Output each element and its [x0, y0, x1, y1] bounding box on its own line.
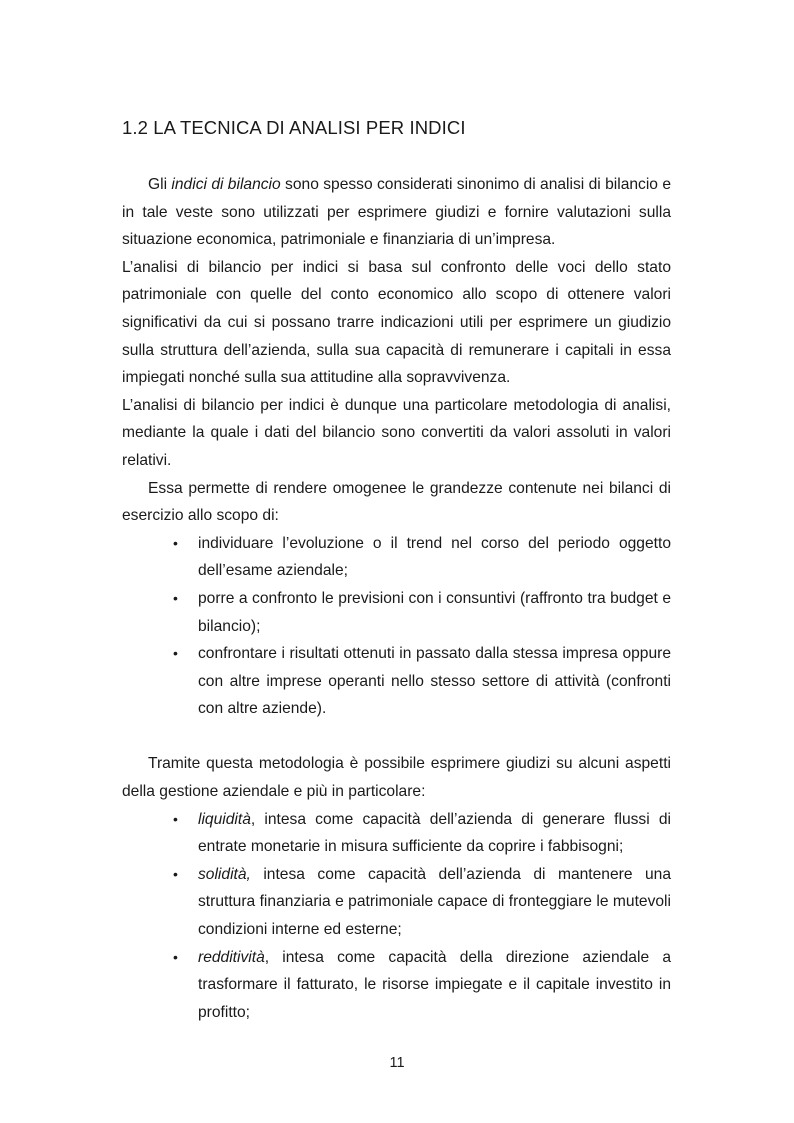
- body-text: [122, 171, 671, 1026]
- list-item-text: intesa come capacità dell’azienda di mantenere una struttura finanziaria e patrimoniale capace di fronteggiare le mutevoli condizioni interne ed esterne;: [198, 865, 671, 939]
- bullet-icon: •: [173, 534, 178, 551]
- list-item: [173, 861, 671, 944]
- bullet-icon: •: [173, 645, 178, 662]
- list-item-text: porre a confronto le previsioni con i consuntivi (raffronto tra budget e bilancio);: [198, 589, 671, 635]
- aspects-list: [122, 806, 671, 1027]
- list-item-text: individuare l’evoluzione o il trend nel corso del periodo oggetto dell’esame aziendale;: [198, 534, 671, 580]
- bullet-icon: •: [173, 865, 178, 882]
- list-item: [173, 944, 671, 1027]
- intro-paragraph: [122, 171, 671, 254]
- list-item-term: liquidità: [198, 810, 251, 828]
- list-item: [173, 585, 671, 640]
- list-item-text: , intesa come capacità dell’azienda di generare flussi di entrate monetarie in misura sufficiente da coprire i fabbisogni;: [198, 810, 671, 856]
- bullet-icon: •: [173, 589, 178, 606]
- list-item: [173, 530, 671, 585]
- page-number: 11: [389, 1055, 405, 1071]
- purpose-list: [122, 530, 671, 723]
- intro-term: indici di bilancio: [171, 176, 281, 193]
- bullet-icon: •: [173, 948, 178, 965]
- bullet-icon: •: [173, 810, 178, 827]
- paragraph-purpose: Essa permette di rendere omogenee le grandezze contenute nei bilanci di esercizio allo scopo di:: [122, 479, 671, 525]
- paragraph-spacer: [122, 723, 671, 751]
- paragraph-method-definition: L’analisi di bilancio per indici è dunque una particolare metodologia di analisi, mediante la quale i dati del bilancio sono convertiti da valori assoluti in valori relativi.: [122, 396, 671, 469]
- list-item-term: redditività: [198, 948, 265, 966]
- intro-rest: sono spesso considerati sinonimo di analisi di bilancio e in tale veste sono utilizzati per esprimere giudizi e fornire valutazioni sulla situazione economica, patrimoniale e finanziaria di un’impresa.: [122, 176, 672, 249]
- intro-lead: Gli: [148, 176, 172, 193]
- list-item-text: , intesa come capacità della direzione aziendale a trasformare il fatturato, le risorse impiegate e il capitale investito in profitto;: [198, 948, 671, 1021]
- paragraph-aspects: Tramite questa metodologia è possibile esprimere giudizi su alcuni aspetti della gestione aziendale e più in particolare:: [122, 755, 671, 801]
- list-item-text: confrontare i risultati ottenuti in passato dalla stessa impresa oppure con altre imprese operanti nello stesso settore di attività (confronti con altre aziende).: [198, 645, 671, 718]
- list-item-term: solidità,: [198, 865, 251, 883]
- section-heading: 1.2 LA TECNICA DI ANALISI PER INDICI: [122, 117, 466, 138]
- paragraph-method-basis: L’analisi di bilancio per indici si basa sul confronto delle voci dello stato patrimoniale con quelle del conto economico allo scopo di ottenere valori significativi da cui si possano trarre indicazioni utili per esprimere un giudizio sulla struttura dell’azienda, sulla sua capacità di remunerare i capitali in essa impiegati nonché sulla sua attitudine alla sopravvivenza.: [122, 258, 671, 387]
- list-item: [173, 806, 671, 861]
- list-item: [173, 640, 671, 723]
